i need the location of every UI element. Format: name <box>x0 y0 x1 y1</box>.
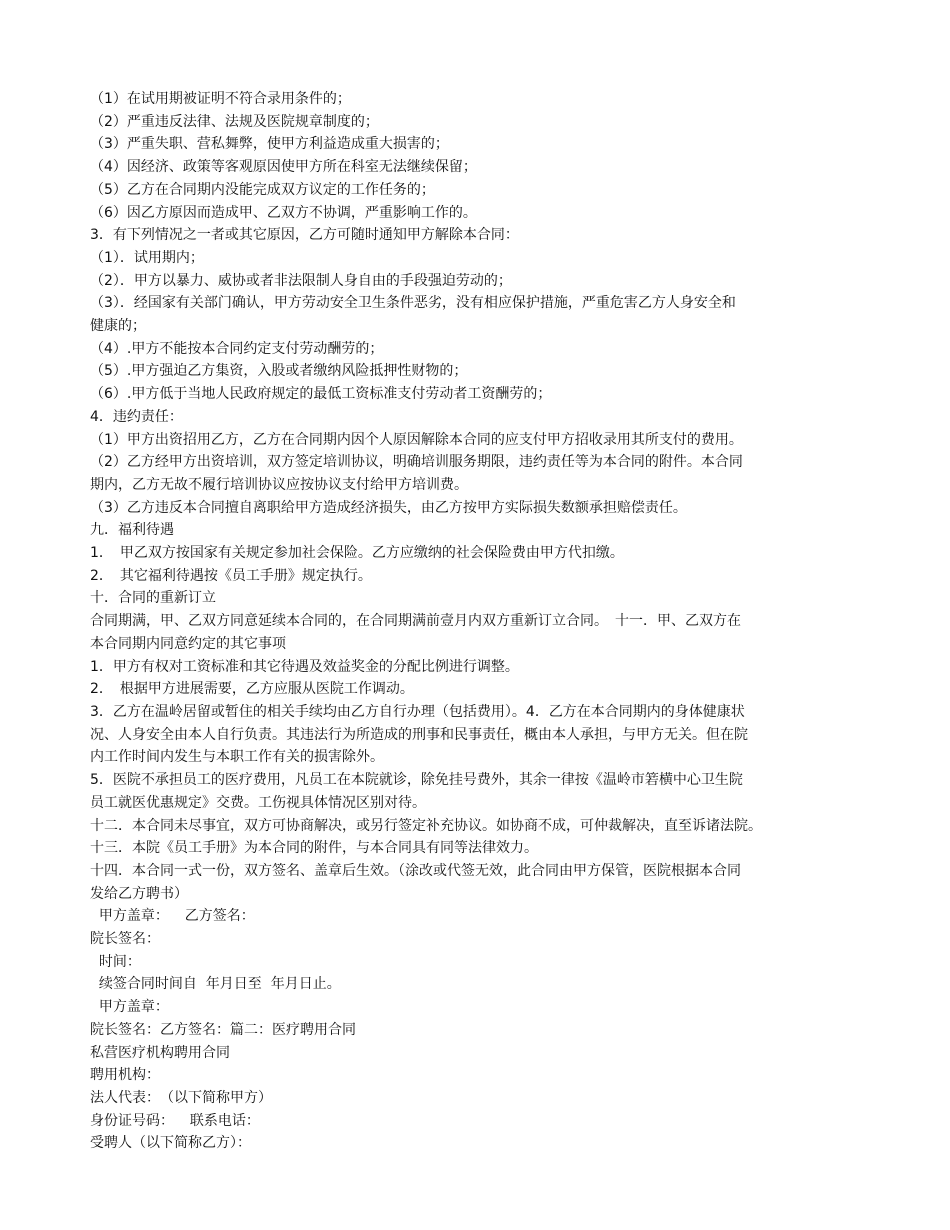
signature-line: 甲方盖章： <box>90 999 169 1016</box>
signature-line: 院长签名：乙方签名：篇二：医疗聘用合同 <box>90 1021 356 1038</box>
text-line: （2）乙方经甲方出资培训，双方签定培训协议，明确培训服务期限，违约责任等为本合同的附件。本合同 <box>90 454 743 471</box>
text-line: （3）．经国家有关部门确认，甲方劳动安全卫生条件恶劣，没有相应保护措施，严重危害乙方人身安全和 <box>90 295 736 312</box>
text-line: 况、人身安全由本人自行负责。其违法行为所造成的刑事和民事责任，概由本人承担，与甲方无关。但在院 <box>90 726 748 743</box>
section-heading: 十．合同的重新订立 <box>90 590 216 607</box>
text-line: （1）甲方出资招用乙方，乙方在合同期内因个人原因解除本合同的应支付甲方招收录用其所支付的费用。 <box>90 431 743 448</box>
text-line: 十二．本合同未尽事宜，双方可协商解决，或另行签定补充协议。如协商不成，可仲裁解决，直至诉诸法院。 <box>90 817 762 834</box>
form-field-label: 身份证号码： 联系电话： <box>90 1112 260 1129</box>
text-line: 员工就医优惠规定》交费。工伤视具体情况区别对待。 <box>90 794 426 811</box>
text-line: 合同期满，甲、乙双方同意延续本合同的，在合同期满前壹月内双方重新订立合同。 十一．甲、乙双方在 <box>90 613 741 630</box>
signature-line: 续签合同时间自 年月日至 年月日止。 <box>90 976 341 993</box>
text-line: 5．医院不承担员工的医疗费用，凡员工在本院就诊，除免挂号费外，其余一律按《温岭市箬横中心卫生院 <box>90 772 743 789</box>
text-line: 3．有下列情况之一者或其它原因，乙方可随时通知甲方解除本合同： <box>90 227 519 244</box>
text-line: 发给乙方聘书） <box>90 885 188 902</box>
text-line: （4）.甲方不能按本合同约定支付劳动酬劳的； <box>90 340 384 357</box>
signature-line: 甲方盖章： 乙方签名： <box>90 908 255 925</box>
text-line: 十四．本合同一式一份，双方签名、盖章后生效。（涂改或代签无效，此合同由甲方保管，医院根据本合同 <box>90 862 741 879</box>
text-line: 十三．本院《员工手册》为本合同的附件，与本合同具有同等法律效力。 <box>90 840 538 857</box>
text-line: （2）严重违反法律、法规及医院规章制度的； <box>90 113 379 130</box>
text-line: 1．甲方有权对工资标准和其它待遇及效益奖金的分配比例进行调整。 <box>90 658 519 675</box>
text-line: 1． 甲乙双方按国家有关规定参加社会保险。乙方应缴纳的社会保险费由甲方代扣缴。 <box>90 545 624 562</box>
text-line: （1）在试用期被证明不符合录用条件的； <box>90 91 351 107</box>
text-line: 健康的； <box>90 318 146 335</box>
text-line: 2． 其它福利待遇按《员工手册》规定执行。 <box>90 567 372 584</box>
text-line: 期内，乙方无故不履行培训协议应按协议支付给甲方培训费。 <box>90 476 468 493</box>
text-line: （6）因乙方原因而造成甲、乙双方不协调，严重影响工作的。 <box>90 204 477 221</box>
document-body <box>90 88 870 1155</box>
signature-line: 院长签名： <box>90 931 160 948</box>
signature-line: 时间： <box>90 953 141 970</box>
text-line: 本合同期内同意约定的其它事项 <box>90 635 286 652</box>
form-field-label: 聘用机构： <box>90 1067 160 1084</box>
text-line: （4）因经济、政策等客观原因使甲方所在科室无法继续保留； <box>90 159 477 176</box>
text-line: 内工作时间内发生与本职工作有关的损害除外。 <box>90 749 384 766</box>
text-line: （3）严重失职、营私舞弊，使甲方利益造成重大损害的； <box>90 136 449 153</box>
document-title: 私营医疗机构聘用合同 <box>90 1044 230 1061</box>
text-line: 4．违约责任： <box>90 408 183 425</box>
form-field-label: 受聘人（以下简称乙方）： <box>90 1135 251 1152</box>
text-line: （1）．试用期内； <box>90 249 204 266</box>
text-line: 2． 根据甲方进展需要，乙方应服从医院工作调动。 <box>90 681 414 698</box>
form-field-label: 法人代表： （以下简称甲方） <box>90 1089 272 1106</box>
section-heading: 九．福利待遇 <box>90 522 174 539</box>
text-line: 3．乙方在温岭居留或暂住的相关手续均由乙方自行办理（包括费用）。4．乙方在本合同期内的身体健康状 <box>90 703 745 720</box>
text-line: （2）．甲方以暴力、威协或者非法限制人身自由的手段强迫劳动的； <box>90 272 512 289</box>
text-line: （5）.甲方强迫乙方集资，入股或者缴纳风险抵押性财物的； <box>90 363 468 380</box>
text-line: （6）.甲方低于当地人民政府规定的最低工资标准支付劳动者工资酬劳的； <box>90 386 552 403</box>
text-line: （5）乙方在合同期内没能完成双方议定的工作任务的； <box>90 181 435 198</box>
text-line: （3）乙方违反本合同擅自离职给甲方造成经济损失，由乙方按甲方实际损失数额承担赔偿责任。 <box>90 499 687 516</box>
